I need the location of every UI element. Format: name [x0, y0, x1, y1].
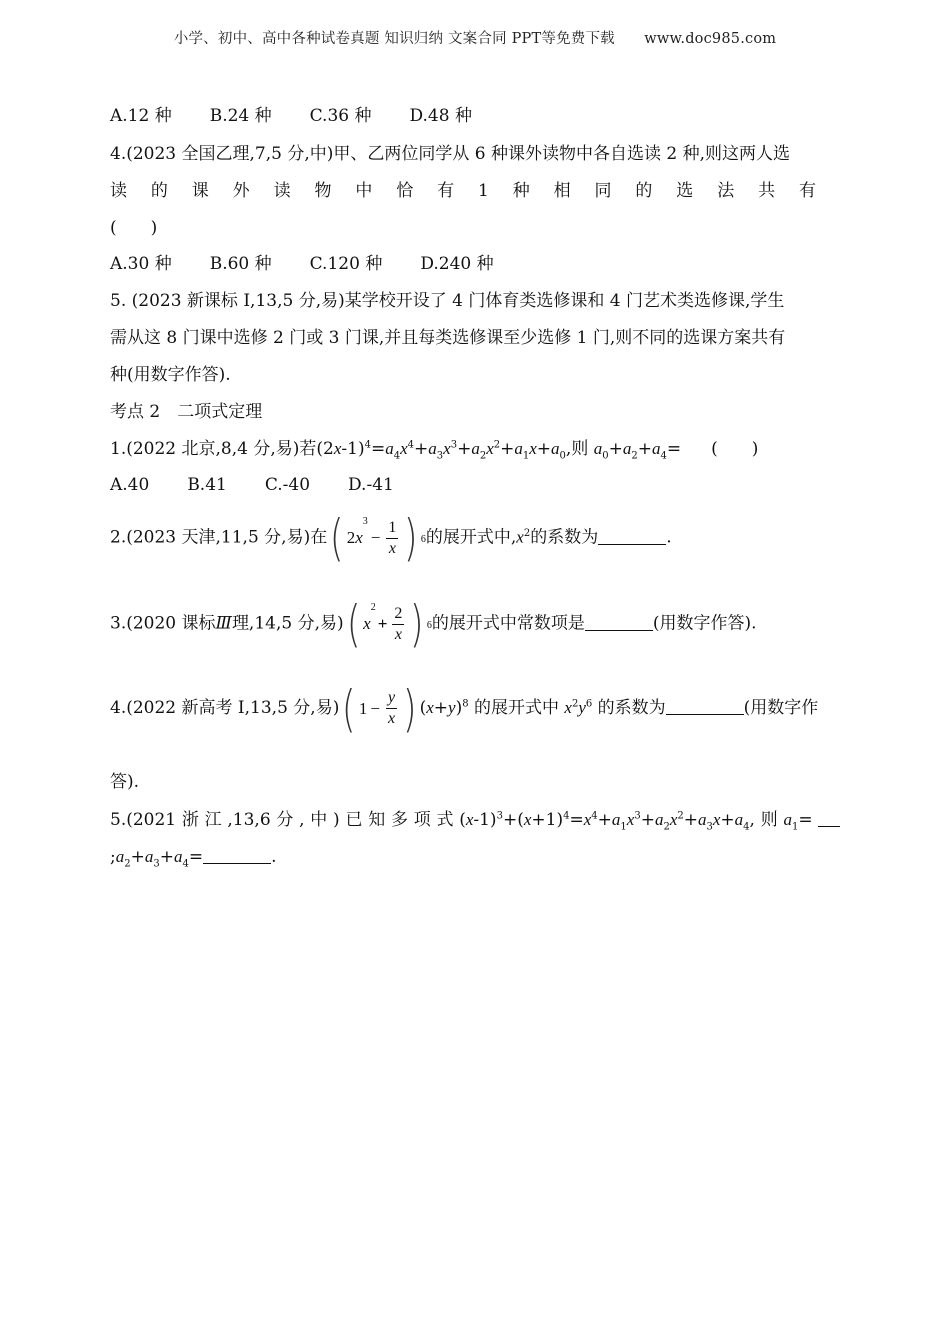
- option-d: D.48 种: [409, 106, 472, 126]
- b2-prefix: 2.(2023 天津,11,5 分,易)在: [110, 527, 328, 548]
- b1-prefix: 1.(2022 北京,8,4 分,易)若: [110, 439, 317, 459]
- option-c: C.120 种: [309, 254, 383, 274]
- q4-line2: [110, 179, 840, 203]
- option-c: C.36 种: [309, 106, 372, 126]
- b1-formula: $(2x-1)^4=a_4x^4+a_3x^3+a_2x^2+a_1x+a_0$,则 $a_0+a_2+a_4=$: [316, 439, 682, 462]
- q5-line3: 种(用数字作答).: [110, 365, 231, 385]
- option-b: B.24 种: [209, 106, 272, 126]
- q4-line2-char: 选: [676, 181, 694, 201]
- q4-line2-char: 的: [150, 181, 168, 201]
- option-b: B.60 种: [209, 254, 272, 274]
- b5-line1: 5.(2021 浙 江 ,13,6 分 , 中 ) 已 知 多 项 式 $(x-1)^3+(x+1)^4=x^4+a_1x^3+a_2x^2+a_3x+a_4$, 则 $a_1=$: [110, 808, 840, 832]
- q4-line2-char: 恰: [396, 181, 414, 201]
- q4-line2-char: 法: [717, 181, 735, 201]
- b4-suffix: 的系数为: [597, 698, 666, 718]
- answer-blank[interactable]: [203, 846, 271, 864]
- q4-line2-char: 有: [437, 181, 455, 201]
- q4-line2-char: 读: [110, 181, 127, 201]
- b1-question: [110, 437, 758, 461]
- option-c: C.-40: [264, 475, 311, 495]
- section-title: 考点 2 二项式定理: [110, 402, 263, 422]
- option-b: B.41: [187, 475, 227, 495]
- b5-line2: $;a_2+a_3+a_4=$ .: [110, 847, 277, 870]
- option-a: A.40: [110, 475, 150, 495]
- answer-blank[interactable]: [585, 613, 653, 631]
- q4-line2-char: 外: [232, 181, 250, 201]
- q4-line2-char: 读: [273, 181, 291, 201]
- q4-line2-char: 同: [594, 181, 612, 201]
- b4-question: 4.(2022 新高考 Ⅰ,13,5 分,易) ( 1 − $\frac{y}{x}$ ) $(x+y)^8$ 的展开式中 $x^2y^6$ 的系数为 (用数字作: [110, 679, 819, 738]
- b5-formula: $(x-1)^3+(x+1)^4=x^4+a_1x^3+a_2x^2+a_3x+a_4$,: [459, 810, 755, 833]
- q4-line2-char: 种: [512, 181, 530, 201]
- q4-line2-char: 有: [798, 181, 816, 201]
- q4-line2-char: 的: [635, 181, 653, 201]
- answer-blank[interactable]: [666, 697, 744, 715]
- b3-prefix: 3.(2020 课标: [110, 613, 216, 634]
- answer-blank[interactable]: [598, 527, 666, 545]
- q4-line2-char: 1: [478, 181, 489, 201]
- q4-options: [110, 252, 532, 276]
- b4-mid: 的展开式中: [473, 698, 559, 718]
- b2-mid: 的展开式中,: [425, 527, 517, 548]
- b3-mid: 的展开式中常数项是: [431, 613, 585, 634]
- q4-line2-char: 相: [553, 181, 571, 201]
- b2-question: 2.(2023 天津,11,5 分,易)在 ( 2 x 3 − $\frac{1}{x}$ ) 6 的展开式中$,x^2$的系数为 .: [110, 509, 672, 567]
- q4-answer-paren: ( ): [110, 218, 158, 238]
- page-header: 小学、初中、高中各种试卷真题 知识归纳 文案合同 PPT等免费下载 www.doc985.com: [173, 31, 777, 47]
- b4-prefix: 4.(2022 新高考 Ⅰ,13,5 分,易): [110, 698, 340, 718]
- option-d: D.240 种: [420, 254, 494, 274]
- b4-line2: 答).: [110, 772, 140, 792]
- b3-expression: ( x 2 + $\frac{2}{x}$ ) 6: [346, 595, 432, 653]
- b2-suffix: 的系数为: [530, 527, 599, 548]
- option-a: A.30 种: [110, 254, 172, 274]
- roman-three: Ⅲ: [215, 613, 232, 634]
- option-d: D.-41: [348, 475, 394, 495]
- q4-line2-char: 物: [314, 181, 332, 201]
- b2-expression: ( 2 x 3 − $\frac{1}{x}$ ) 6: [330, 509, 426, 567]
- b4-expression: ( 1 − $\frac{y}{x}$ ): [342, 679, 417, 738]
- q4-line2-char: 课: [191, 181, 209, 201]
- b3-question: 3.(2020 课标Ⅲ理,14,5 分,易) ( x 2 + $\frac{2}{x}$ ) 6 的展开式中常数项是 (用数字作答).: [110, 595, 757, 653]
- q4-line2-char: 中: [355, 181, 373, 201]
- option-a: A.12 种: [110, 106, 172, 126]
- answer-blank[interactable]: [818, 809, 840, 827]
- b1-answer-paren: ( ): [711, 439, 759, 459]
- q4-line1: 4.(2023 全国乙理,7,5 分,中)甲、乙两位同学从 6 种课外读物中各自选读 2 种,则这两人选: [110, 144, 791, 164]
- q4-line2-char: 共: [758, 181, 776, 201]
- b1-options: [110, 473, 432, 497]
- q5-line1: 5. (2023 新课标 Ⅰ,13,5 分,易)某学校开设了 4 门体育类选修课和 4 门艺术类选修课,学生: [110, 291, 785, 311]
- q5-line2: 需从这 8 门课中选修 2 门或 3 门课,并且每类选修课至少选修 1 门,则不同的选课方案共有: [110, 328, 786, 348]
- q3-options: [110, 104, 510, 128]
